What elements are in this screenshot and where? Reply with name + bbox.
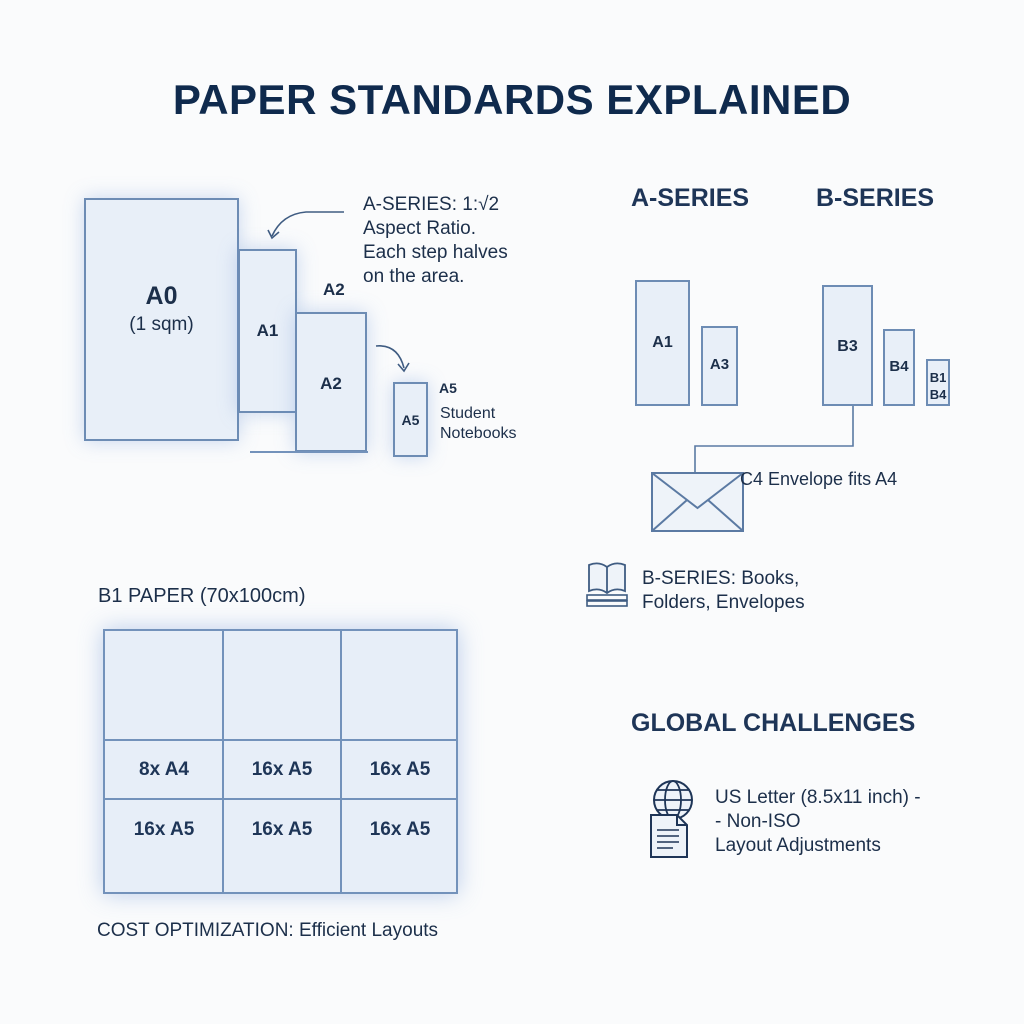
a5-note-line2: Notebooks: [440, 425, 517, 442]
a3-label: A3: [709, 356, 730, 373]
cost-optimization-caption: COST OPTIMIZATION: Efficient Layouts: [97, 920, 439, 941]
b3-label: B3: [837, 338, 858, 355]
global-challenges-header: GLOBAL CHALLENGES: [631, 709, 916, 737]
ratio-note-line1: A-SERIES: 1:√2: [363, 194, 500, 215]
b1-label: B1: [929, 370, 947, 385]
grid-divider: [105, 739, 456, 741]
b4-small-label: B4: [929, 387, 947, 402]
grid-cell: 16x A5: [133, 819, 195, 840]
a5-label: A5: [401, 412, 420, 428]
b-series-header: B-SERIES: [816, 184, 935, 212]
grid-cell: 8x A4: [139, 759, 189, 780]
grid-cell: 16x A5: [369, 759, 431, 780]
ratio-note-line4: on the area.: [363, 266, 465, 287]
b4-label: B4: [889, 358, 909, 375]
a5-note-line1: Student: [440, 405, 496, 422]
global-line1: US Letter (8.5x11 inch) -: [715, 787, 921, 808]
a-series-header: A-SERIES: [631, 184, 750, 212]
arrow-icon: [374, 340, 414, 376]
a0-area-label: (1 sqm): [129, 314, 194, 335]
ratio-note-line3: Each step halves: [363, 242, 508, 263]
book-icon: [584, 559, 630, 609]
grid-cell: 16x A5: [369, 819, 431, 840]
grid-divider: [105, 798, 456, 800]
grid-cell: 16x A5: [251, 759, 313, 780]
envelope-note: C4 Envelope fits A4: [740, 469, 898, 489]
global-line2: - Non-ISO: [715, 811, 801, 832]
a0-label: A0: [145, 282, 178, 310]
ratio-note-line2: Aspect Ratio.: [363, 218, 476, 239]
a2-label: A2: [320, 374, 342, 393]
arrow-icon: [266, 206, 346, 246]
global-line3: Layout Adjustments: [715, 835, 881, 856]
a5-side-label: A5: [439, 380, 457, 396]
b1-layout-title: B1 PAPER (70x100cm): [98, 585, 306, 607]
envelope-icon: [651, 472, 744, 532]
baseline: [250, 451, 368, 453]
a1-label: A1: [652, 334, 673, 351]
document-icon: [648, 812, 690, 860]
page-title: PAPER STANDARDS EXPLAINED: [172, 76, 852, 123]
a1-label: A1: [256, 321, 279, 340]
a2-top-label: A2: [323, 280, 345, 299]
b1-sheet-grid: [103, 629, 458, 894]
grid-cell: 16x A5: [251, 819, 313, 840]
b-series-uses-line1: B-SERIES: Books,: [642, 568, 800, 589]
b-series-uses-line2: Folders, Envelopes: [642, 592, 805, 613]
